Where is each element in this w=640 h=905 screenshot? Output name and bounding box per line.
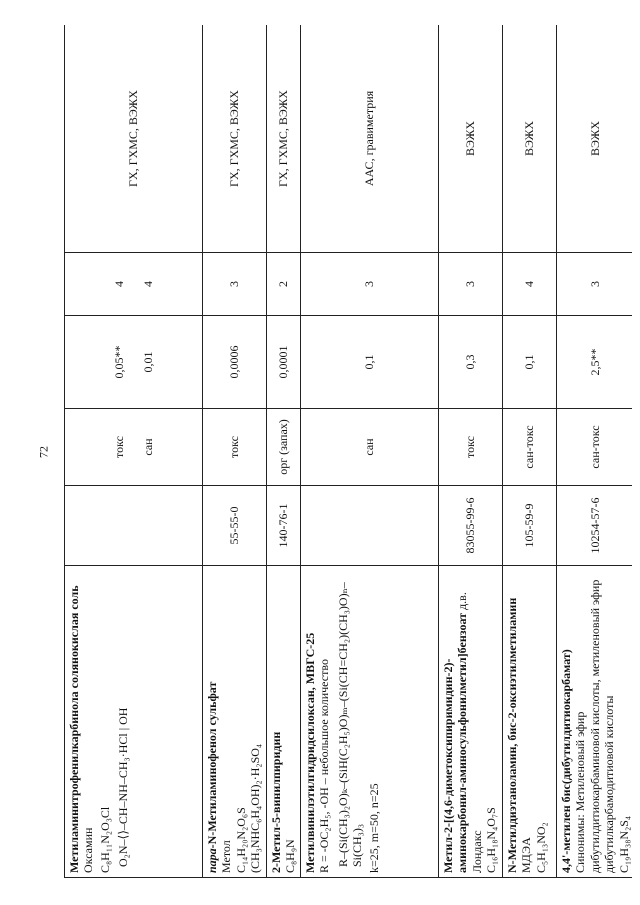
limit-type: сан-токс [503, 409, 557, 486]
molecular-formula: C₈H₁₁N₂O₃Cl [97, 806, 112, 873]
substance-synonym: Метол [219, 840, 234, 873]
analysis-methods: ГХ, ГХМС, ВЭЖХ [203, 25, 267, 253]
substance-name-cell [203, 566, 267, 878]
hazard-class: 2 [267, 253, 301, 316]
analysis-methods: ГХ, ГХМС, ВЭЖХ [267, 25, 301, 253]
substance-synonyms: Синонимы: Метиленовый эфир дибутилдитиокарбаминовой кислоты, метиленовый эфир дибутилкарбамодитиовой кислоты [573, 579, 617, 873]
substance-title: пара-N-Метиламинофенол сульфат [205, 681, 219, 873]
substance-title: Метиламинитрофенилкарбинола солянокислая соль [67, 585, 81, 873]
substances-table [64, 25, 632, 878]
substance-name-cell [301, 566, 439, 878]
table-row [503, 25, 557, 878]
molecular-formula: C₈H₉N [283, 839, 298, 873]
substituent-note: R = -OC₂H₅, -OH – небольшое количество [317, 659, 332, 873]
title-suffix: д.в. [455, 592, 470, 613]
substance-synonym: МДЭА [519, 837, 534, 873]
analysis-methods: ВЭЖХ [503, 25, 557, 253]
limit-value: 0,01 [140, 351, 155, 373]
substance-title: 4,4'-метилен бис(дибутилдитиокарбамат) [559, 649, 573, 873]
limit-value: 0,0006 [203, 316, 267, 409]
cas-number: 105-59-9 [503, 486, 557, 566]
hazard-class: 3 [203, 253, 267, 316]
rotated-table-container [64, 25, 632, 878]
table-row [439, 25, 503, 878]
substance-synonym: Лондакс [469, 830, 484, 873]
analysis-methods: ВЭЖХ [557, 25, 633, 253]
limit-value: 0,1 [301, 316, 439, 409]
limit-value: 0,05** [112, 345, 127, 379]
analysis-methods: ААС, гравиметрия [301, 25, 439, 253]
substance-name-cell [503, 566, 557, 878]
hazard-class-cell [65, 253, 203, 316]
table-row [557, 25, 633, 878]
cas-number [301, 486, 439, 566]
limit-value: 0,0001 [267, 316, 301, 409]
page-number: 72 [36, 446, 51, 458]
limit-value-cell [65, 316, 203, 409]
hazard-class: 4 [112, 281, 127, 287]
structural-formula: R–(Si(CH₃)₂O)ₖ–(SiH(C₂H₅)O)ₘ–(Si(CH=CH₂)(CH₃)O)ₙ–Si(CH₃)₃ [335, 582, 365, 867]
substance-title: N-Метилдиэтаноламин, бис-2-оксиэтилметиламин [505, 597, 519, 873]
substance-title: Метилвинилэтилгидридсилоксан, МВГС-25 [303, 632, 317, 873]
substance-title: Метил-2-[(4,6-диметоксипиримидин-2)-аминокарбонил-аминосульфонилметил]бензоат д.в. [441, 592, 470, 873]
substance-name-cell [557, 566, 633, 878]
cas-number: 55-55-0 [203, 486, 267, 566]
molecular-formula: C₁₆H₁₈N₄O₇S [484, 807, 499, 873]
limit-value: 0,1 [503, 316, 557, 409]
hazard-class: 3 [301, 253, 439, 316]
limit-type: токс [439, 409, 503, 486]
cas-number [65, 486, 203, 566]
limit-value: 0,3 [439, 316, 503, 409]
hazard-class: 4 [140, 281, 155, 287]
substance-name-cell [439, 566, 503, 878]
limit-value: 2,5** [557, 316, 633, 409]
limit-type: сан-токс [557, 409, 633, 486]
substance-synonym: Оксамин [81, 827, 96, 873]
table-row [267, 25, 301, 878]
molecular-formula: C₁₉H₃₈N₂S₄ [616, 815, 631, 873]
polymer-params: k=25, m=50, n=25 [366, 783, 381, 873]
title-prefix: пара [205, 848, 219, 873]
substance-name-cell [65, 566, 203, 878]
molecular-formula: C₅H₁₃NO₂ [533, 822, 548, 873]
analysis-methods: ГХ, ГХМС, ВЭЖХ [65, 25, 203, 253]
substance-name-cell [267, 566, 301, 878]
condensed-formula: (CH₃NHC₆H₄OH)₂·H₂SO₄ [248, 743, 263, 873]
cas-number: 83055-99-6 [439, 486, 503, 566]
table-row [301, 25, 439, 878]
hazard-class: 4 [503, 253, 557, 316]
table-row [203, 25, 267, 878]
hazard-class: 3 [557, 253, 633, 316]
structural-formula: O₂N–⟨⟩–CH–NH–CH₃·HCl | OH [116, 707, 131, 867]
limit-type: сан [140, 438, 155, 456]
molecular-formula: C₁₄H₂₀N₂O₆S [233, 807, 248, 873]
analysis-methods: ВЭЖХ [439, 25, 503, 253]
cas-number: 140-76-1 [267, 486, 301, 566]
cas-number: 10254-57-6 [557, 486, 633, 566]
hazard-class: 3 [439, 253, 503, 316]
limit-type: токс [112, 436, 127, 458]
limit-type: сан [301, 409, 439, 486]
rotated-sheet [64, 25, 632, 878]
limit-type-cell [65, 409, 203, 486]
limit-type: токс [203, 409, 267, 486]
limit-type: орг (запах) [267, 409, 301, 486]
table-row [65, 25, 203, 878]
substance-title: 2-Метил-5-винилпиридин [269, 731, 283, 873]
